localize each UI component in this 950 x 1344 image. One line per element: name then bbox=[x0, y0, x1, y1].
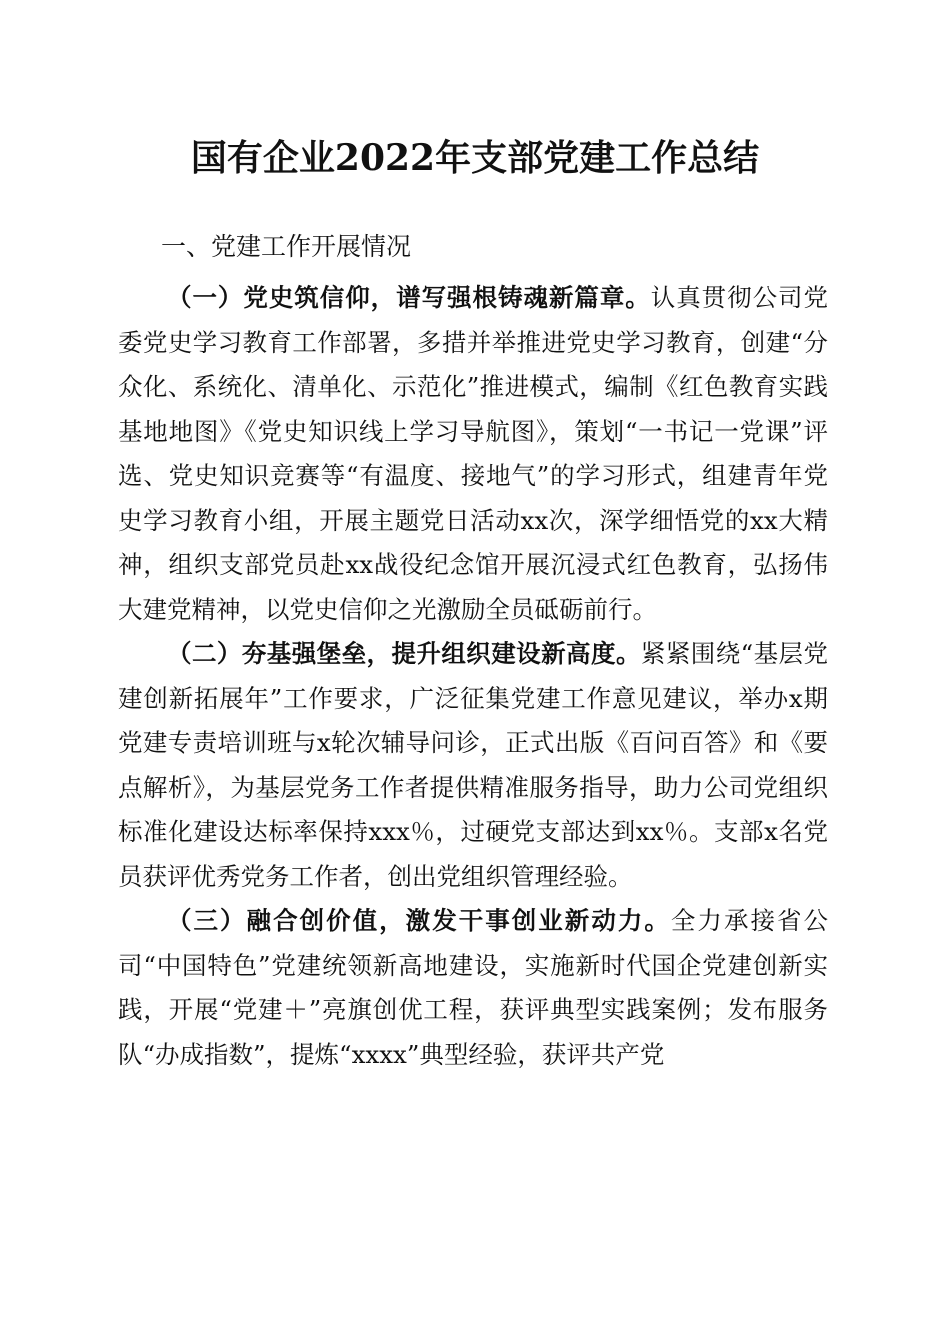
document-body bbox=[118, 276, 828, 1077]
paragraph-2-text: 紧紧围绕“基层党建创新拓展年”工作要求，广泛征集党建工作意见建议，举办x期党建专责培训班与x轮次辅导问诊，正式出版《百问百答》和《要点解析》，为基层党务工作者提供精准服务指导，助力公司党组织标准化建设达标率保持xxx％，过硬党支部达到xx％。支部x名党员获评优秀党务工作者，创出党组织管理经验。 bbox=[118, 639, 829, 891]
paragraph-1-text: 认真贯彻公司党委党史学习教育工作部署，多措并举推进党史学习教育，创建“分众化、系统化、清单化、示范化”推进模式，编制《红色教育实践基地地图》《党史知识线上学习导航图》，策划“一书记一党课”评选、党史知识竞赛等“有温度、接地气”的学习形式，组建青年党史学习教育小组，开展主题党日活动xx次，深学细悟党的xx大精神，组织支部党员赴xx战役纪念馆开展沉浸式红色教育，弘扬伟大建党精神，以党史信仰之光激励全员砥砺前行。 bbox=[118, 283, 829, 624]
paragraph-3 bbox=[118, 899, 828, 1077]
paragraph-1 bbox=[118, 276, 828, 632]
section-heading: 一、党建工作开展情况 bbox=[161, 232, 412, 261]
paragraph-2 bbox=[118, 632, 828, 899]
paragraph-1-heading: （一）党史筑信仰，谱写强根铸魂新篇章。 bbox=[167, 283, 651, 312]
paragraph-3-text: 全力承接省公司“中国特色”党建统领新高地建设，实施新时代国企党建创新实践，开展“党建＋”亮旗创优工程，获评典型实践案例；发布服务队“办成指数”，提炼“xxxx”典型经验，获评共产党 bbox=[118, 906, 829, 1069]
document-title: 国有企业2022年支部党建工作总结 bbox=[190, 137, 760, 179]
paragraph-3-heading: （三）融合创价值，激发干事创业新动力。 bbox=[167, 906, 671, 935]
paragraph-2-heading: （二）夯基强堡垒，提升组织建设新高度。 bbox=[167, 639, 641, 668]
